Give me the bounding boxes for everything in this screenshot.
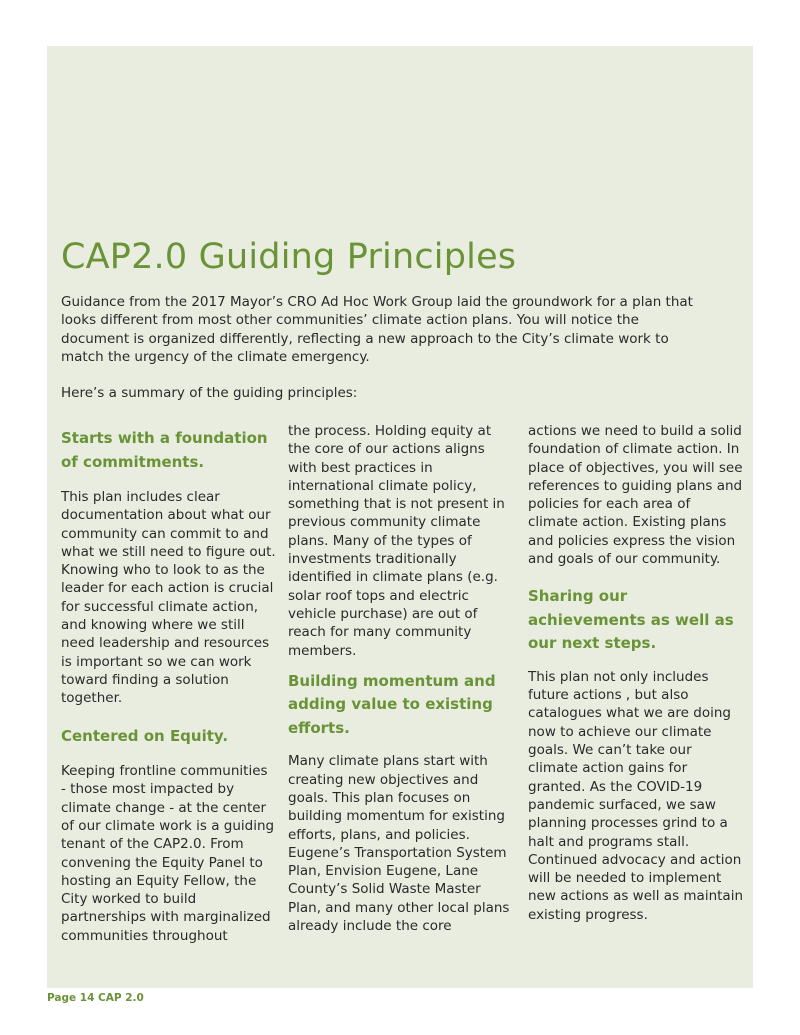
equity-body-part1: Keeping frontline communities - those most impacted by climate change - at the center of our climate work is a guiding tenant of the CAP2.0. From convening the Equity Panel to hosting an Equity Fellow, the City worked to build partnerships with marginalized communities throughout <box>61 763 275 944</box>
column-3 <box>528 422 743 924</box>
foundation-body: This plan includes clear documentation about what our community can commit to and what we still need to figure out. Knowing who to look to as the leader for each action is crucial for successful climate action, and knowing where we still need leadership and resources is important so we can work toward finding a solution together. <box>61 489 276 707</box>
achievements-heading: Sharing our achievements as well as our next steps. <box>528 587 734 653</box>
momentum-body-part2: actions we need to build a solid foundation of climate action. In place of objectives, you will see references to guiding plans and policies for each area of climate action. Existing plans and policies express the vision and goals of our community. <box>528 423 743 568</box>
column-2 <box>288 422 513 935</box>
page-footer: Page 14 CAP 2.0 <box>47 992 144 1004</box>
momentum-heading: Building momentum and adding value to existing efforts. <box>288 671 496 737</box>
page-title: CAP2.0 Guiding Principles <box>61 237 517 277</box>
column-1 <box>61 427 276 945</box>
intro-paragraph: Guidance from the 2017 Mayor’s CRO Ad Hoc Work Group laid the groundwork for a plan that looks different from most other communities’ climate action plans. You will notice the document is organized differently, reflecting a new approach to the City’s climate work to match the urgency of the climate emergency. <box>61 294 693 365</box>
equity-heading: Centered on Equity. <box>61 726 229 745</box>
foundation-heading: Starts with a foundation of commitments. <box>61 429 268 471</box>
momentum-body-part1: Many climate plans start with creating new objectives and goals. This plan focuses on building momentum for existing efforts, plans, and policies. Eugene’s Transportation System Plan, Envision Eugene, Lane County’s Solid Waste Master Plan, and many other local plans already include the core <box>288 753 510 935</box>
summary-lead: Here’s a summary of the guiding principles: <box>61 385 358 401</box>
equity-body-part2: the process. Holding equity at the core of our actions aligns with best practices in international climate policy, something that is not present in previous community climate plans. Many of the types of investments traditionally identified in climate plans (e.g. solar roof tops and electric vehicle purchase) are out of reach for many community members. <box>288 423 505 659</box>
achievements-body: This plan not only includes future actions , but also catalogues what we are doing now to achieve our climate goals. We can’t take our climate action gains for granted. As the COVID-19 pandemic surfaced, we saw planning processes grind to a halt and programs stall. Continued advocacy and action will be needed to implement new actions as well as maintain existing progress. <box>528 668 744 923</box>
